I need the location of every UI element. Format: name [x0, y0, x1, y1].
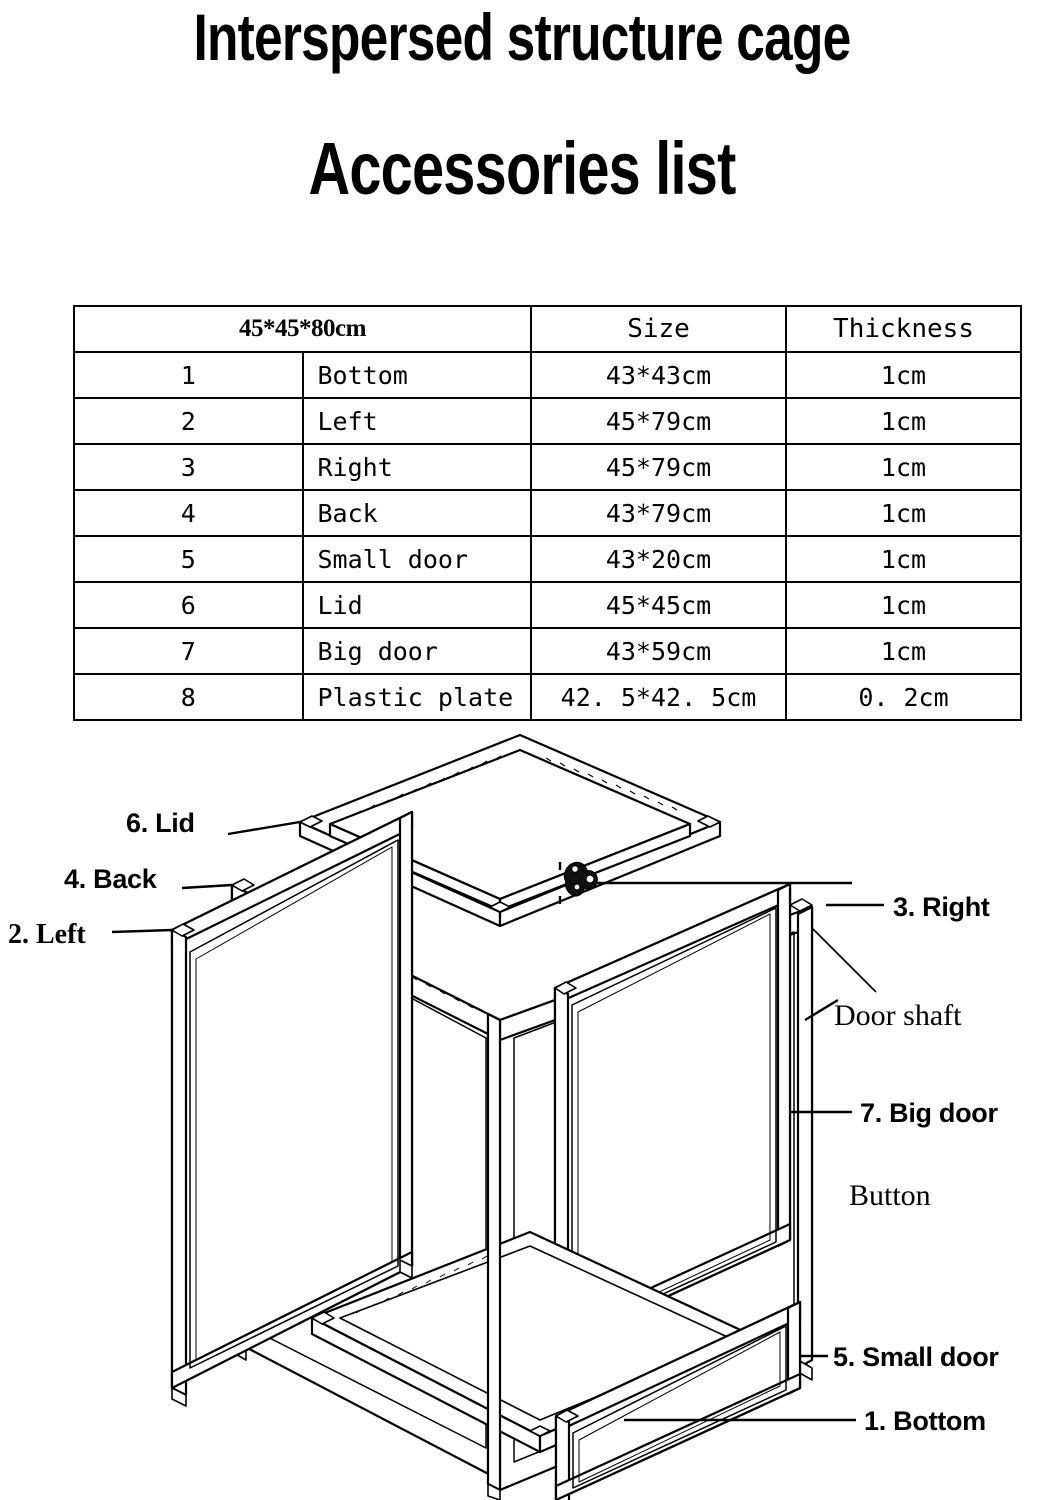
row-size: 45*45cm	[531, 582, 786, 628]
row-thickness: 1cm	[786, 628, 1021, 674]
label-left: 2. Left	[8, 919, 86, 950]
row-thickness: 1cm	[786, 398, 1021, 444]
row-part-name: Bottom	[303, 352, 532, 398]
leader-line-door-shaft	[812, 928, 876, 992]
row-part-name: Lid	[303, 582, 532, 628]
label-door-shaft: Door shaft	[834, 999, 962, 1032]
row-part-name: Small door	[303, 536, 532, 582]
row-thickness: 0. 2cm	[786, 674, 1021, 720]
header-size: Size	[531, 306, 786, 352]
row-index: 5	[74, 536, 303, 582]
row-thickness: 1cm	[786, 536, 1021, 582]
label-back: 4. Back	[64, 864, 157, 894]
row-size: 43*59cm	[531, 628, 786, 674]
page-title: Interspersed structure cage	[193, 0, 851, 74]
row-index: 6	[74, 582, 303, 628]
row-index: 1	[74, 352, 303, 398]
table-body	[74, 306, 1021, 720]
row-size: 43*20cm	[531, 536, 786, 582]
row-thickness: 1cm	[786, 444, 1021, 490]
row-part-name: Right	[303, 444, 532, 490]
label-bottom: 1. Bottom	[864, 1406, 986, 1436]
label-small-door: 5. Small door	[833, 1342, 999, 1372]
accessories-table	[73, 305, 1022, 721]
table-row	[74, 628, 1021, 674]
table-header-row	[74, 306, 1021, 352]
exploded-view-diagram	[0, 700, 1044, 1500]
table-row	[74, 352, 1021, 398]
table-row	[74, 536, 1021, 582]
row-size: 43*79cm	[531, 490, 786, 536]
row-thickness: 1cm	[786, 582, 1021, 628]
table-row	[74, 490, 1021, 536]
row-size: 42. 5*42. 5cm	[531, 674, 786, 720]
row-thickness: 1cm	[786, 490, 1021, 536]
label-button: Button	[849, 1179, 931, 1212]
table-row	[74, 398, 1021, 444]
row-index: 3	[74, 444, 303, 490]
label-right: 3. Right	[893, 892, 990, 922]
row-size: 45*79cm	[531, 444, 786, 490]
title-block	[0, 0, 1044, 210]
row-index: 2	[74, 398, 303, 444]
row-index: 8	[74, 674, 303, 720]
header-thickness: Thickness	[786, 306, 1021, 352]
row-part-name: Big door	[303, 628, 532, 674]
row-size: 43*43cm	[531, 352, 786, 398]
row-part-name: Plastic plate	[303, 674, 532, 720]
label-big-door: 7. Big door	[860, 1098, 998, 1128]
cage-posts	[488, 1014, 500, 1500]
row-index: 4	[74, 490, 303, 536]
label-lid: 6. Lid	[126, 808, 195, 838]
row-part-name: Back	[303, 490, 532, 536]
row-index: 7	[74, 628, 303, 674]
row-part-name: Left	[303, 398, 532, 444]
table-row	[74, 582, 1021, 628]
table-row	[74, 444, 1021, 490]
page-subtitle: Accessories list	[308, 127, 736, 210]
cage-assembly-drawing	[0, 700, 1044, 1500]
row-thickness: 1cm	[786, 352, 1021, 398]
header-dimensions: 45*45*80cm	[74, 306, 531, 352]
row-size: 45*79cm	[531, 398, 786, 444]
